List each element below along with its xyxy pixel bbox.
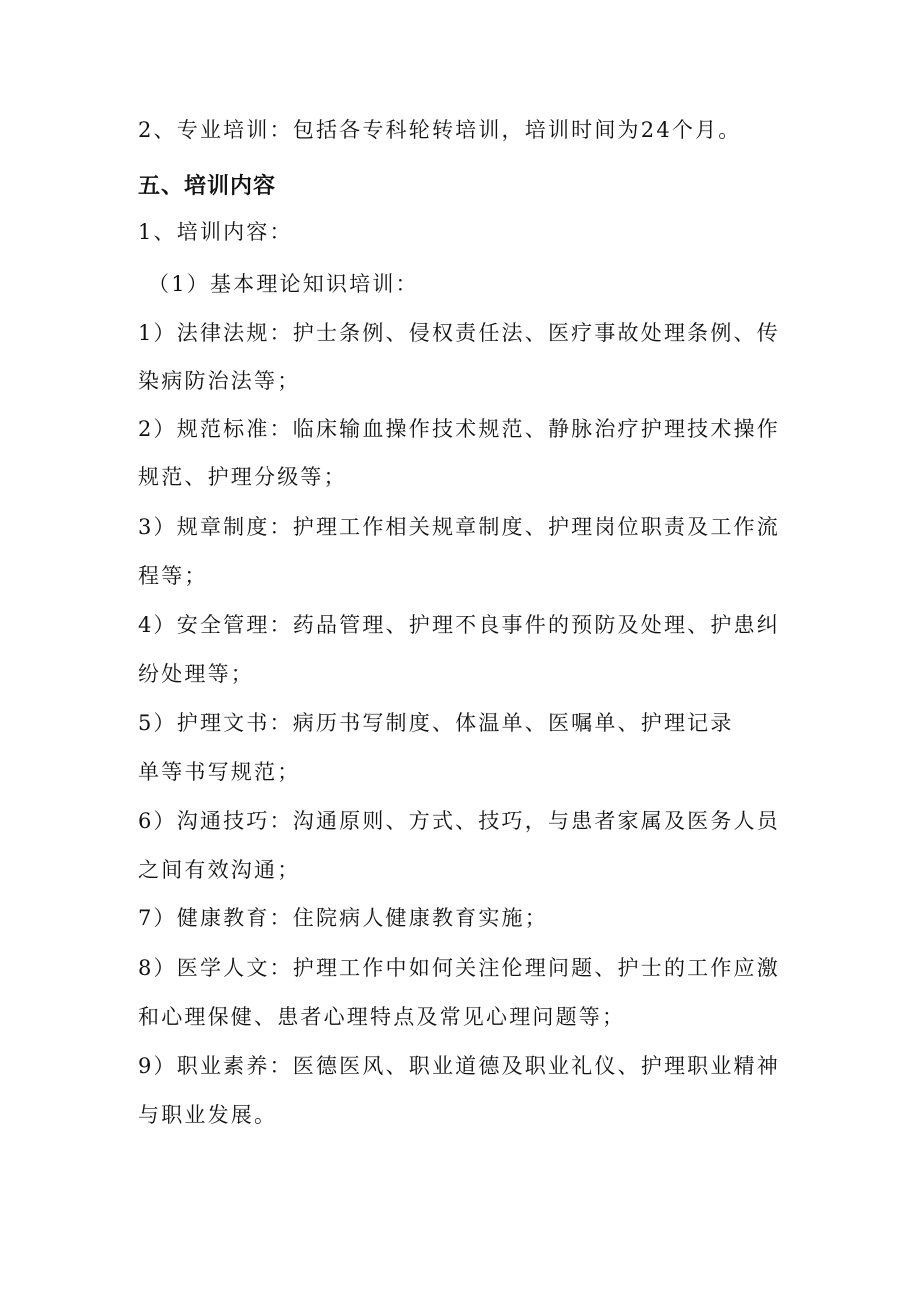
item-humanities-line-2: 和心理保健、患者心理特点及常见心理问题等； <box>138 1005 626 1029</box>
section-heading-training-content: 五、培训内容 <box>138 174 277 199</box>
item-standards-line-1: 2）规范标准：临床输血操作技术规范、静脉治疗护理技术操作 <box>138 417 780 441</box>
item-laws-line-1: 1）法律法规：护士条例、侵权责任法、医疗事故处理条例、传 <box>138 321 780 345</box>
item-rules-line-1: 3）规章制度：护理工作相关规章制度、护理岗位职责及工作流 <box>138 515 780 539</box>
item-safety-line-2: 纷处理等； <box>138 662 254 686</box>
item-humanities-line-1: 8）医学人文：护理工作中如何关注伦理问题、护士的工作应激 <box>138 956 780 980</box>
item-standards-line-2: 规范、护理分级等； <box>138 465 347 489</box>
item-documents-line-2: 单等书写规范； <box>138 760 301 784</box>
item-communication-line-1: 6）沟通技巧：沟通原则、方式、技巧，与患者家属及医务人员 <box>138 809 780 833</box>
subsection-title-training-content: 1、培训内容： <box>138 220 293 244</box>
item-laws-line-2: 染病防治法等； <box>138 369 301 393</box>
item-professionalism-line-1: 9）职业素养：医德医风、职业道德及职业礼仪、护理职业精神 <box>138 1054 780 1078</box>
subsection-basic-theory: （1）基本理论知识培训： <box>148 272 419 296</box>
item-safety-line-1: 4）安全管理：药品管理、护理不良事件的预防及处理、护患纠 <box>138 613 780 637</box>
paragraph-professional-training: 2、专业培训：包括各专科轮转培训，培训时间为24个月。 <box>138 118 742 142</box>
item-health-education: 7）健康教育：住院病人健康教育实施； <box>138 906 548 930</box>
item-professionalism-line-2: 与职业发展。 <box>138 1103 278 1127</box>
item-documents-line-1: 5）护理文书：病历书写制度、体温单、医嘱单、护理记录 <box>138 711 734 735</box>
item-rules-line-2: 程等； <box>138 564 208 588</box>
item-communication-line-2: 之间有效沟通； <box>138 858 301 882</box>
